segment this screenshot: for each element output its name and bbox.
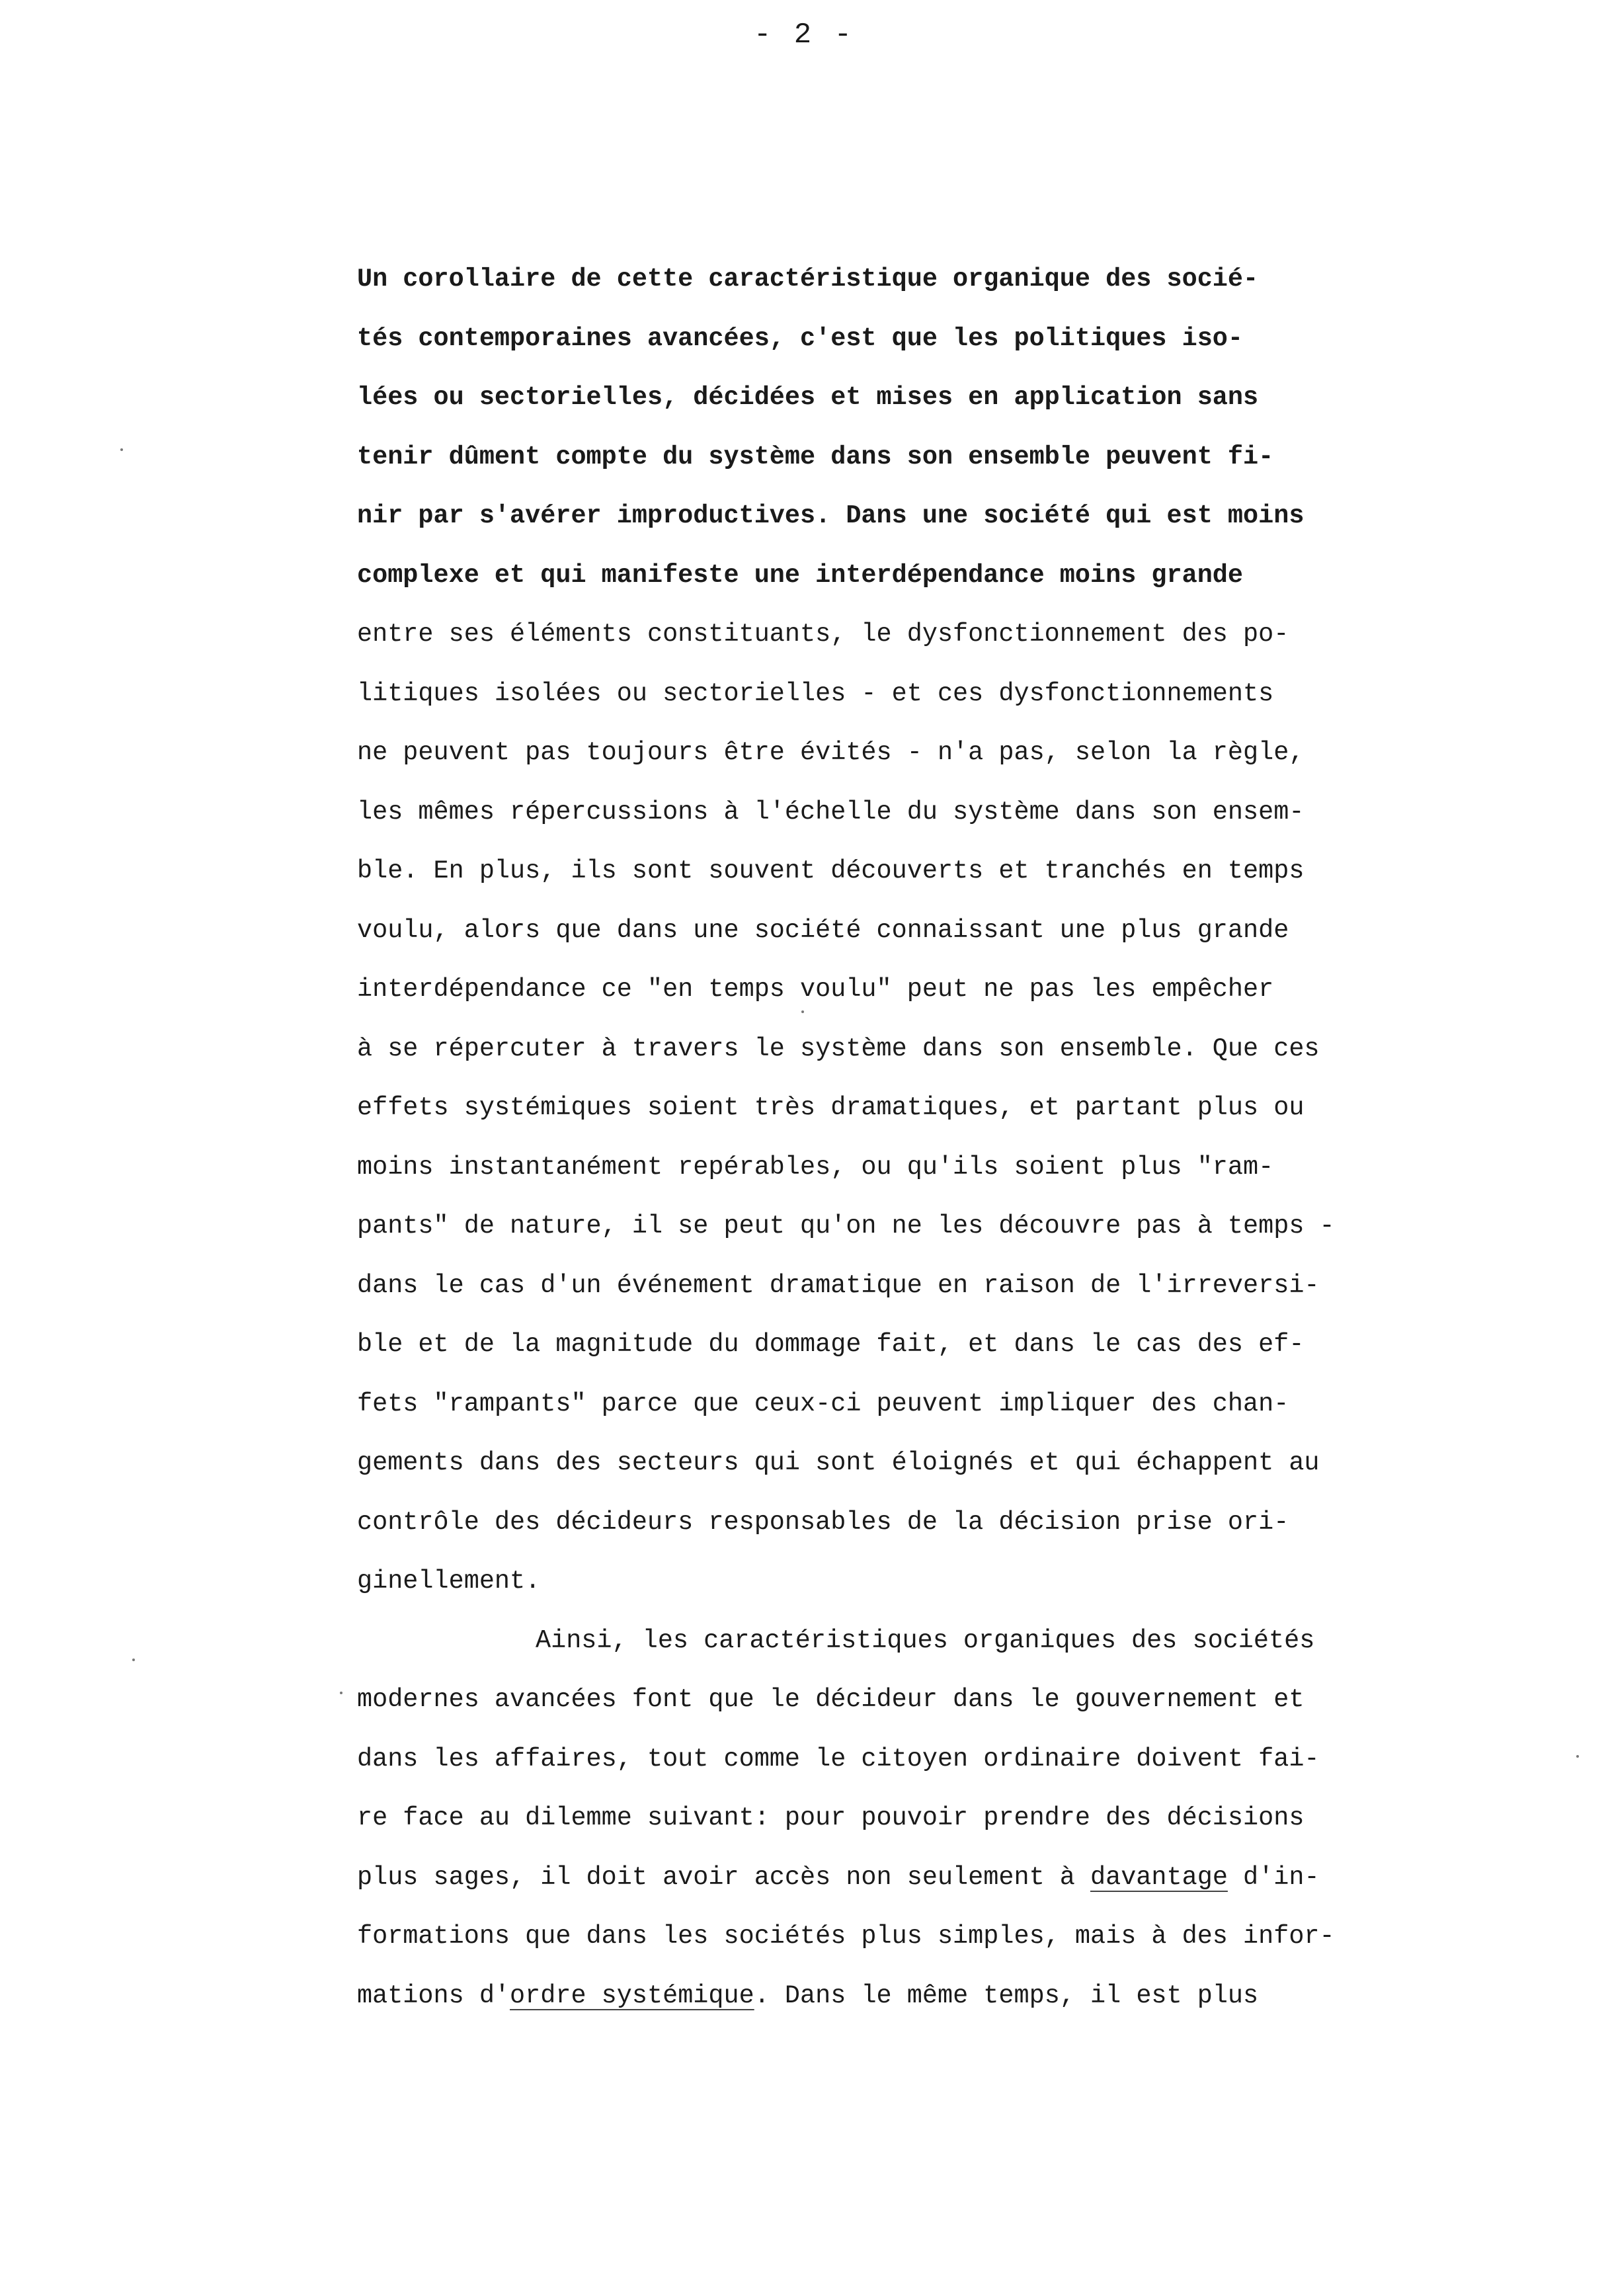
scan-speck (1576, 1755, 1579, 1758)
text-line: les mêmes répercussions à l'échelle du système dans son ensem- (357, 797, 1305, 827)
scan-speck (340, 1692, 342, 1694)
text-line: modernes avancées font que le décideur dans le gouvernement et (357, 1685, 1305, 1714)
page-number: - 2 - (753, 19, 855, 52)
text-line: dans le cas d'un événement dramatique en raison de l'irreversi- (357, 1270, 1320, 1300)
text-line: voulu, alors que dans une société connaissant une plus grande (357, 915, 1289, 945)
text-line: effets systémiques soient très dramatiques, et partant plus ou (357, 1093, 1305, 1122)
text-line: entre ses éléments constituants, le dysfonctionnement des po- (357, 620, 1289, 649)
text-segment: . Dans le même temps, il est plus (754, 1981, 1259, 2010)
scan-speck (801, 1010, 804, 1013)
underlined-term: ordre systémique (510, 1981, 754, 2010)
text-line: formations que dans les sociétés plus simples, mais à des infor- (357, 1922, 1335, 1951)
text-line: tenir dûment compte du système dans son ensemble peuvent fi- (357, 442, 1274, 472)
text-line: tés contemporaines avancées, c'est que les politiques iso- (357, 323, 1244, 353)
text-line: fets "rampants" parce que ceux-ci peuvent impliquer des chan- (357, 1389, 1289, 1418)
text-line: contrôle des décideurs responsables de la décision prise ori- (357, 1507, 1289, 1537)
text-line: Ainsi, les caractéristiques organiques des sociétés (536, 1625, 1315, 1655)
text-segment: d'in- (1227, 1862, 1320, 1892)
paragraph-2 (357, 1612, 1494, 2026)
text-segment: plus sages, il doit avoir accès non seulement à (357, 1862, 1090, 1892)
text-line: re face au dilemme suivant: pour pouvoir prendre des décisions (357, 1803, 1305, 1832)
text-segment: mations d' (357, 1981, 510, 2010)
text-line: ne peuvent pas toujours être évités - n'a pas, selon la règle, (357, 738, 1305, 767)
scan-speck (120, 448, 123, 451)
paragraph-1 (357, 250, 1494, 1612)
text-line: litiques isolées ou sectorielles - et ces dysfonctionnements (357, 678, 1274, 708)
text-line: à se répercuter à travers le système dans son ensemble. Que ces (357, 1034, 1320, 1063)
text-line: nir par s'avérer improductives. Dans une société qui est moins (357, 501, 1305, 530)
text-line: complexe et qui manifeste une interdépendance moins grande (357, 560, 1244, 590)
text-line: dans les affaires, tout comme le citoyen ordinaire doivent fai- (357, 1744, 1320, 1774)
text-line: ble. En plus, ils sont souvent découverts et tranchés en temps (357, 856, 1305, 885)
text-line: Un corollaire de cette caractéristique organique des socié- (357, 265, 1259, 294)
text-line: ginellement. (357, 1567, 541, 1596)
text-line (357, 1848, 1494, 1908)
underlined-term: davantage (1090, 1862, 1228, 1892)
text-line (357, 1967, 1494, 2026)
text-line: lées ou sectorielles, décidées et mises en application sans (357, 383, 1259, 412)
text-line: ble et de la magnitude du dommage fait, et dans le cas des ef- (357, 1330, 1305, 1359)
text-line: gements dans des secteurs qui sont éloignés et qui échappent au (357, 1448, 1320, 1477)
document-body (357, 250, 1494, 2026)
text-line: moins instantanément repérables, ou qu'ils soient plus "ram- (357, 1152, 1274, 1182)
text-line: pants" de nature, il se peut qu'on ne les découvre pas à temps - (357, 1211, 1335, 1241)
text-line: interdépendance ce "en temps voulu" peut ne pas les empêcher (357, 975, 1274, 1004)
scan-speck (132, 1659, 135, 1661)
